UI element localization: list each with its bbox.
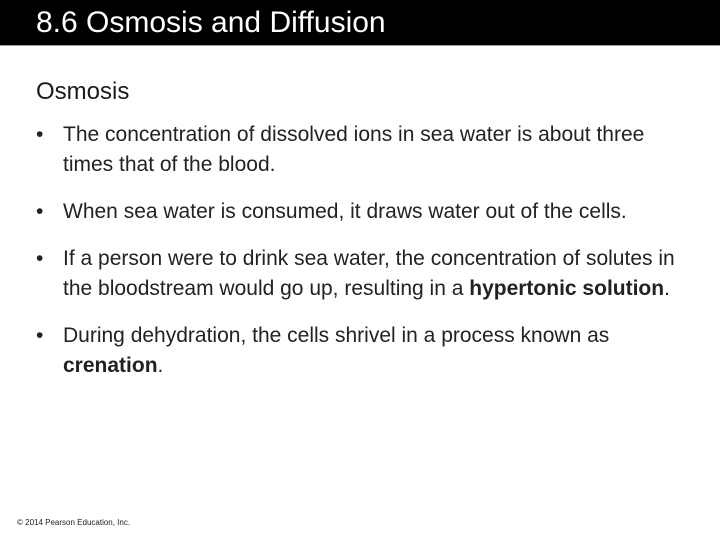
bullet-item — [36, 197, 676, 227]
bullet-list — [36, 120, 676, 398]
bullet-item — [36, 321, 676, 381]
bullet-bold-term: crenation — [63, 354, 158, 377]
bullet-marker: • — [36, 200, 44, 223]
bullet-text: When sea water is consumed, it draws water out of the cells. — [63, 200, 627, 223]
bullet-marker: • — [36, 123, 44, 146]
bullet-item — [36, 244, 676, 304]
bullet-text: . — [157, 354, 164, 377]
slide-subtitle: Osmosis — [36, 78, 130, 105]
bullet-marker: • — [36, 324, 44, 347]
bullet-text: . — [664, 277, 670, 300]
title-bar — [0, 0, 720, 46]
bullet-item — [36, 120, 676, 180]
bullet-text: During dehydration, the cells shrivel in a process known as — [63, 324, 610, 347]
copyright-footer: © 2014 Pearson Education, Inc. — [17, 518, 131, 527]
bullet-text: If a person were to drink sea water, the concentration of solutes in the bloodstream would go up, resulting in a — [63, 247, 675, 300]
bullet-bold-term: hypertonic solution — [469, 277, 665, 300]
slide-title: 8.6 Osmosis and Diffusion — [36, 6, 386, 39]
bullet-marker: • — [36, 247, 44, 270]
bullet-text: The concentration of dissolved ions in sea water is about three times that of the blood. — [63, 123, 645, 176]
